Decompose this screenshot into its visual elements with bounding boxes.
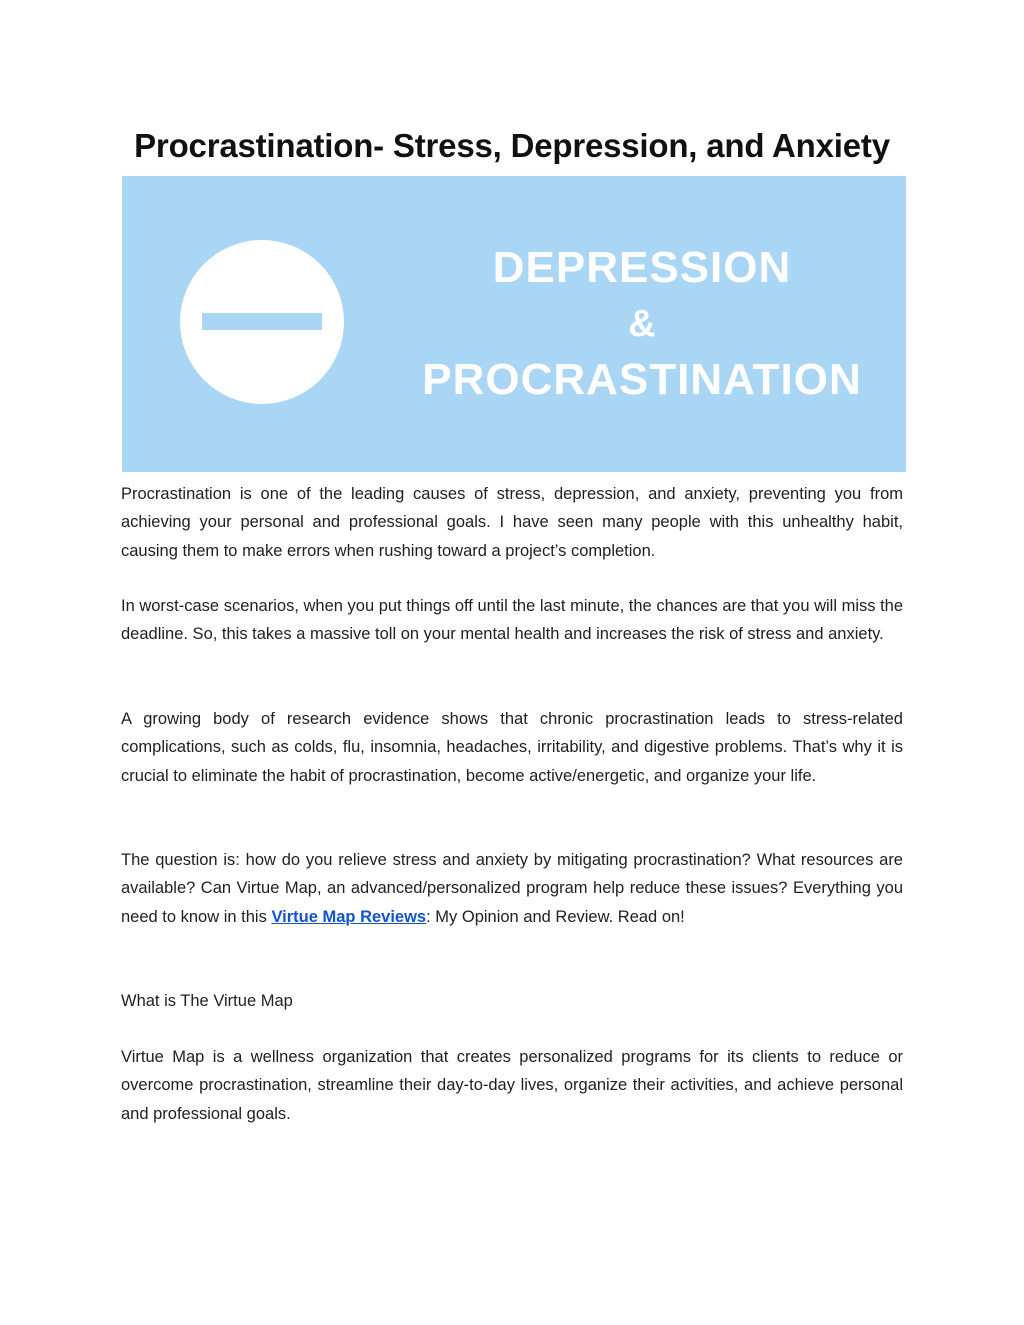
question-text-before-link: The question is: how do you relieve stress and anxiety by mitigating procrastination? What resources are available? Can Virtue Map, an advanced/personalized program help reduce these issues? Everything you need to know in this bbox=[121, 851, 903, 926]
subheading-virtue-map: What is The Virtue Map bbox=[121, 992, 293, 1010]
banner-image bbox=[122, 176, 906, 472]
banner-ampersand: & bbox=[628, 303, 656, 345]
banner-line-depression: DEPRESSION bbox=[492, 243, 792, 292]
page-title: Procrastination- Stress, Depression, and Anxiety bbox=[134, 127, 890, 164]
virtue-map-reviews-link[interactable]: Virtue Map Reviews bbox=[271, 907, 427, 926]
paragraph-intro: Procrastination is one of the leading causes of stress, depression, and anxiety, preventing you from achieving your personal and professional goals. I have seen many people with this unhealthy habit, causing them to make errors when rushing toward a project’s completion. bbox=[121, 485, 903, 560]
paragraph-virtue-map: Virtue Map is a wellness organization that creates personalized programs for its clients to reduce or overcome procrastination, streamline their day-to-day lives, organize their activities, and achieve personal and professional goals. bbox=[121, 1048, 903, 1123]
paragraph-worst-case: In worst-case scenarios, when you put things off until the last minute, the chances are that you will miss the deadline. So, this takes a massive toll on your mental health and increases the risk of stress and anxiety. bbox=[121, 597, 904, 644]
banner-heading bbox=[392, 238, 892, 410]
paragraph-question bbox=[121, 846, 903, 931]
paragraph-research: A growing body of research evidence shows that chronic procrastination leads to stress-related complications, such as colds, flu, insomnia, headaches, irritability, and digestive problems. That’s why it is crucial to eliminate the habit of procrastination, become active/energetic, and organize your life. bbox=[121, 710, 903, 785]
banner-line-procrastination: PROCRASTINATION bbox=[422, 355, 862, 404]
question-text-after-link: : My Opinion and Review. Read on! bbox=[426, 907, 685, 926]
